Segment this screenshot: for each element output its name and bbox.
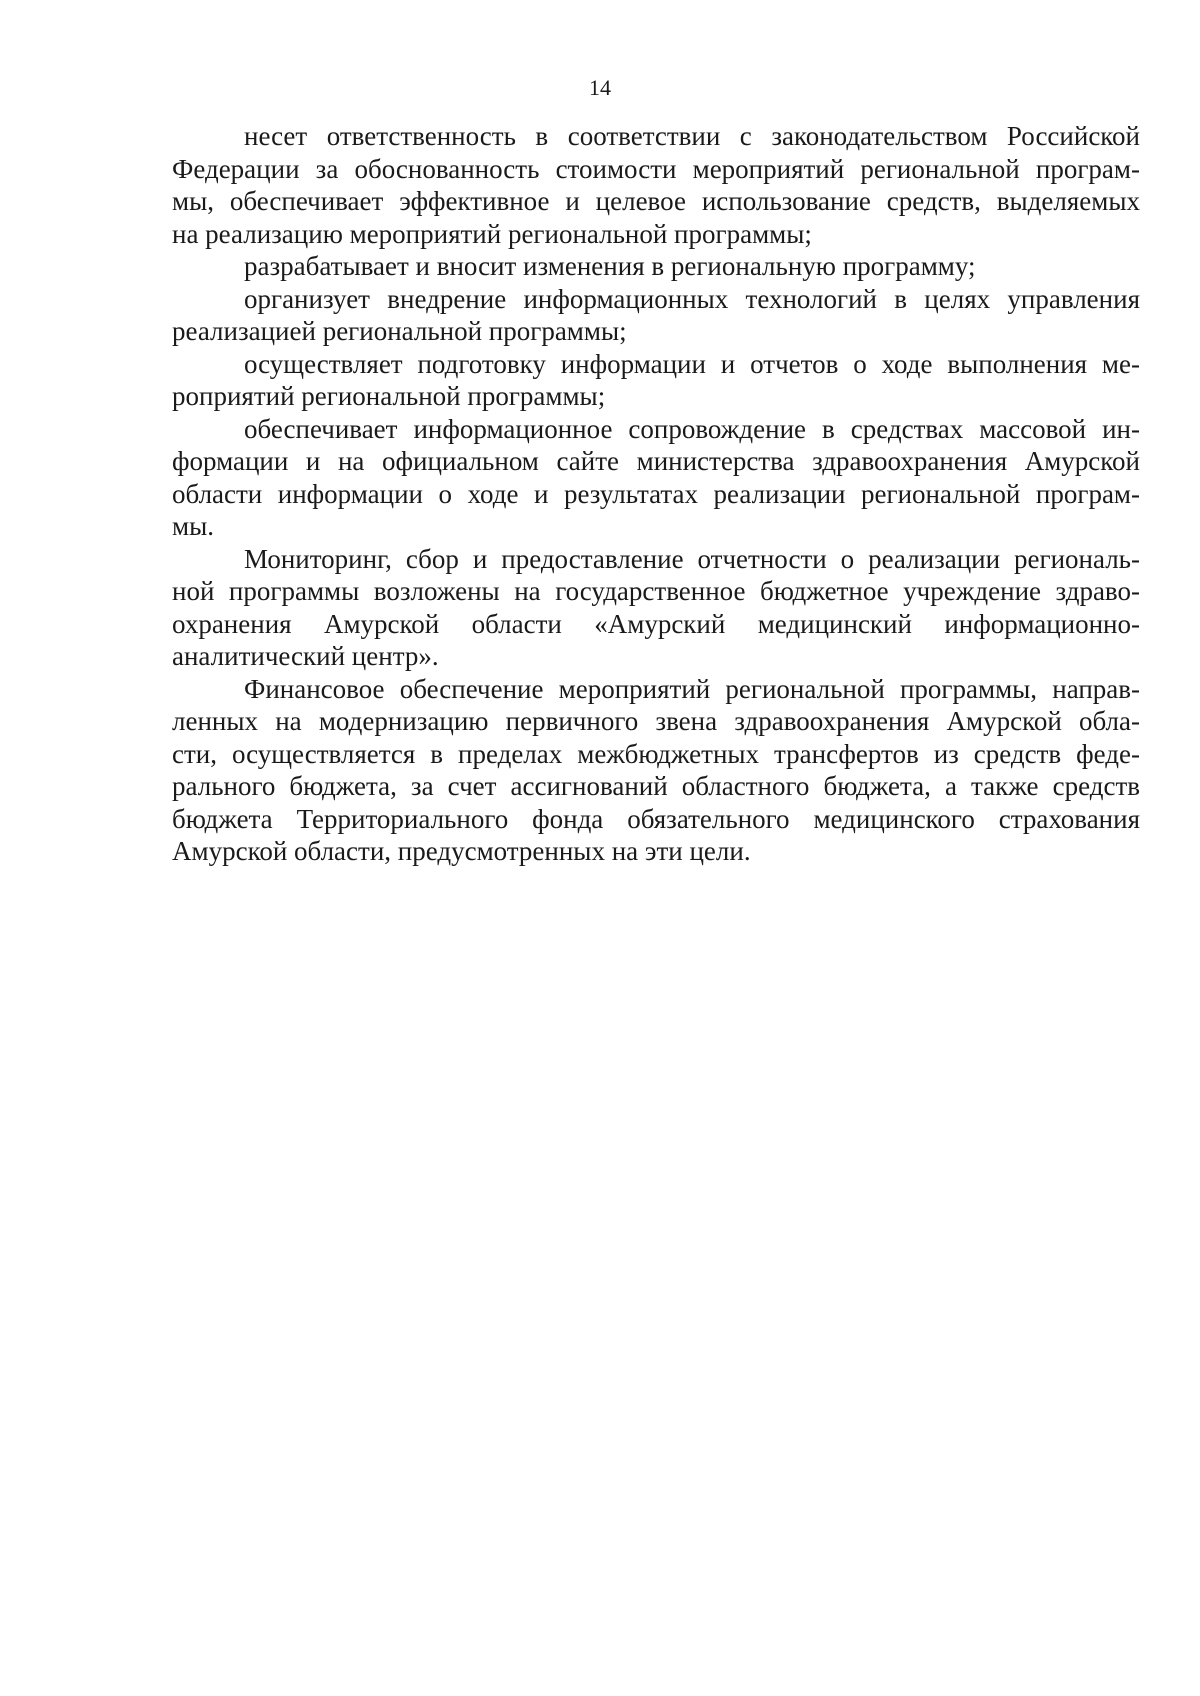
text-line: на реализацию мероприятий региональной программы; — [172, 218, 812, 249]
text-line: организует внедрение информационных технологий в целях управления — [244, 283, 1140, 314]
text-line: реализацией региональной программы; — [172, 316, 627, 346]
text-line: Мониторинг, сбор и предоставление отчетности о реализации региональ- — [244, 543, 1140, 574]
text-line: разрабатывает и вносит изменения в региональную программу; — [244, 251, 976, 281]
paragraph-media-support — [172, 413, 1140, 543]
text-line: несет ответственность в соответствии с законодательством Российской — [244, 121, 1140, 151]
text-line: Федерации за обоснованность стоимости мероприятий региональной програм- — [172, 153, 1140, 184]
text-line: Амурской области, предусмотренных на эти цели. — [172, 836, 751, 866]
text-line: мы, обеспечивает эффективное и целевое использование средств, выделяемых — [172, 186, 1140, 216]
text-line: Финансовое обеспечение мероприятий региональной программы, направ- — [244, 673, 1140, 704]
text-line: бюджета Территориального фонда обязательного медицинского страхования — [172, 803, 1140, 834]
text-line: роприятий региональной программы; — [172, 381, 606, 411]
text-line: формации и на официальном сайте министерства здравоохранения Амурской — [172, 446, 1140, 476]
document-body — [172, 120, 1140, 868]
text-line: ной программы возложены на государственное бюджетное учреждение здраво- — [172, 576, 1140, 606]
paragraph-it-implementation — [172, 283, 1140, 348]
text-line: мы. — [172, 511, 214, 541]
text-line: осуществляет подготовку информации и отчетов о ходе выполнения ме- — [244, 348, 1140, 379]
text-line: аналитический центр». — [172, 641, 439, 671]
text-line: охранения Амурской области «Амурский медицинский информационно- — [172, 608, 1140, 639]
paragraph-financing — [172, 673, 1140, 868]
text-line: сти, осуществляется в пределах межбюджетных трансфертов из средств феде- — [172, 738, 1140, 769]
paragraph-monitoring — [172, 543, 1140, 673]
page-number: 14 — [589, 75, 611, 100]
text-line: области информации о ходе и результатах реализации региональной програм- — [172, 478, 1140, 509]
text-line: ленных на модернизацию первичного звена здравоохранения Амурской обла- — [172, 706, 1140, 736]
paragraph-amendments — [172, 250, 1140, 283]
paragraph-reporting — [172, 348, 1140, 413]
text-line: обеспечивает информационное сопровождение в средствах массовой ин- — [244, 413, 1140, 444]
text-line: рального бюджета, за счет ассигнований областного бюджета, а также средств — [172, 771, 1140, 801]
paragraph-responsibility — [172, 120, 1140, 250]
